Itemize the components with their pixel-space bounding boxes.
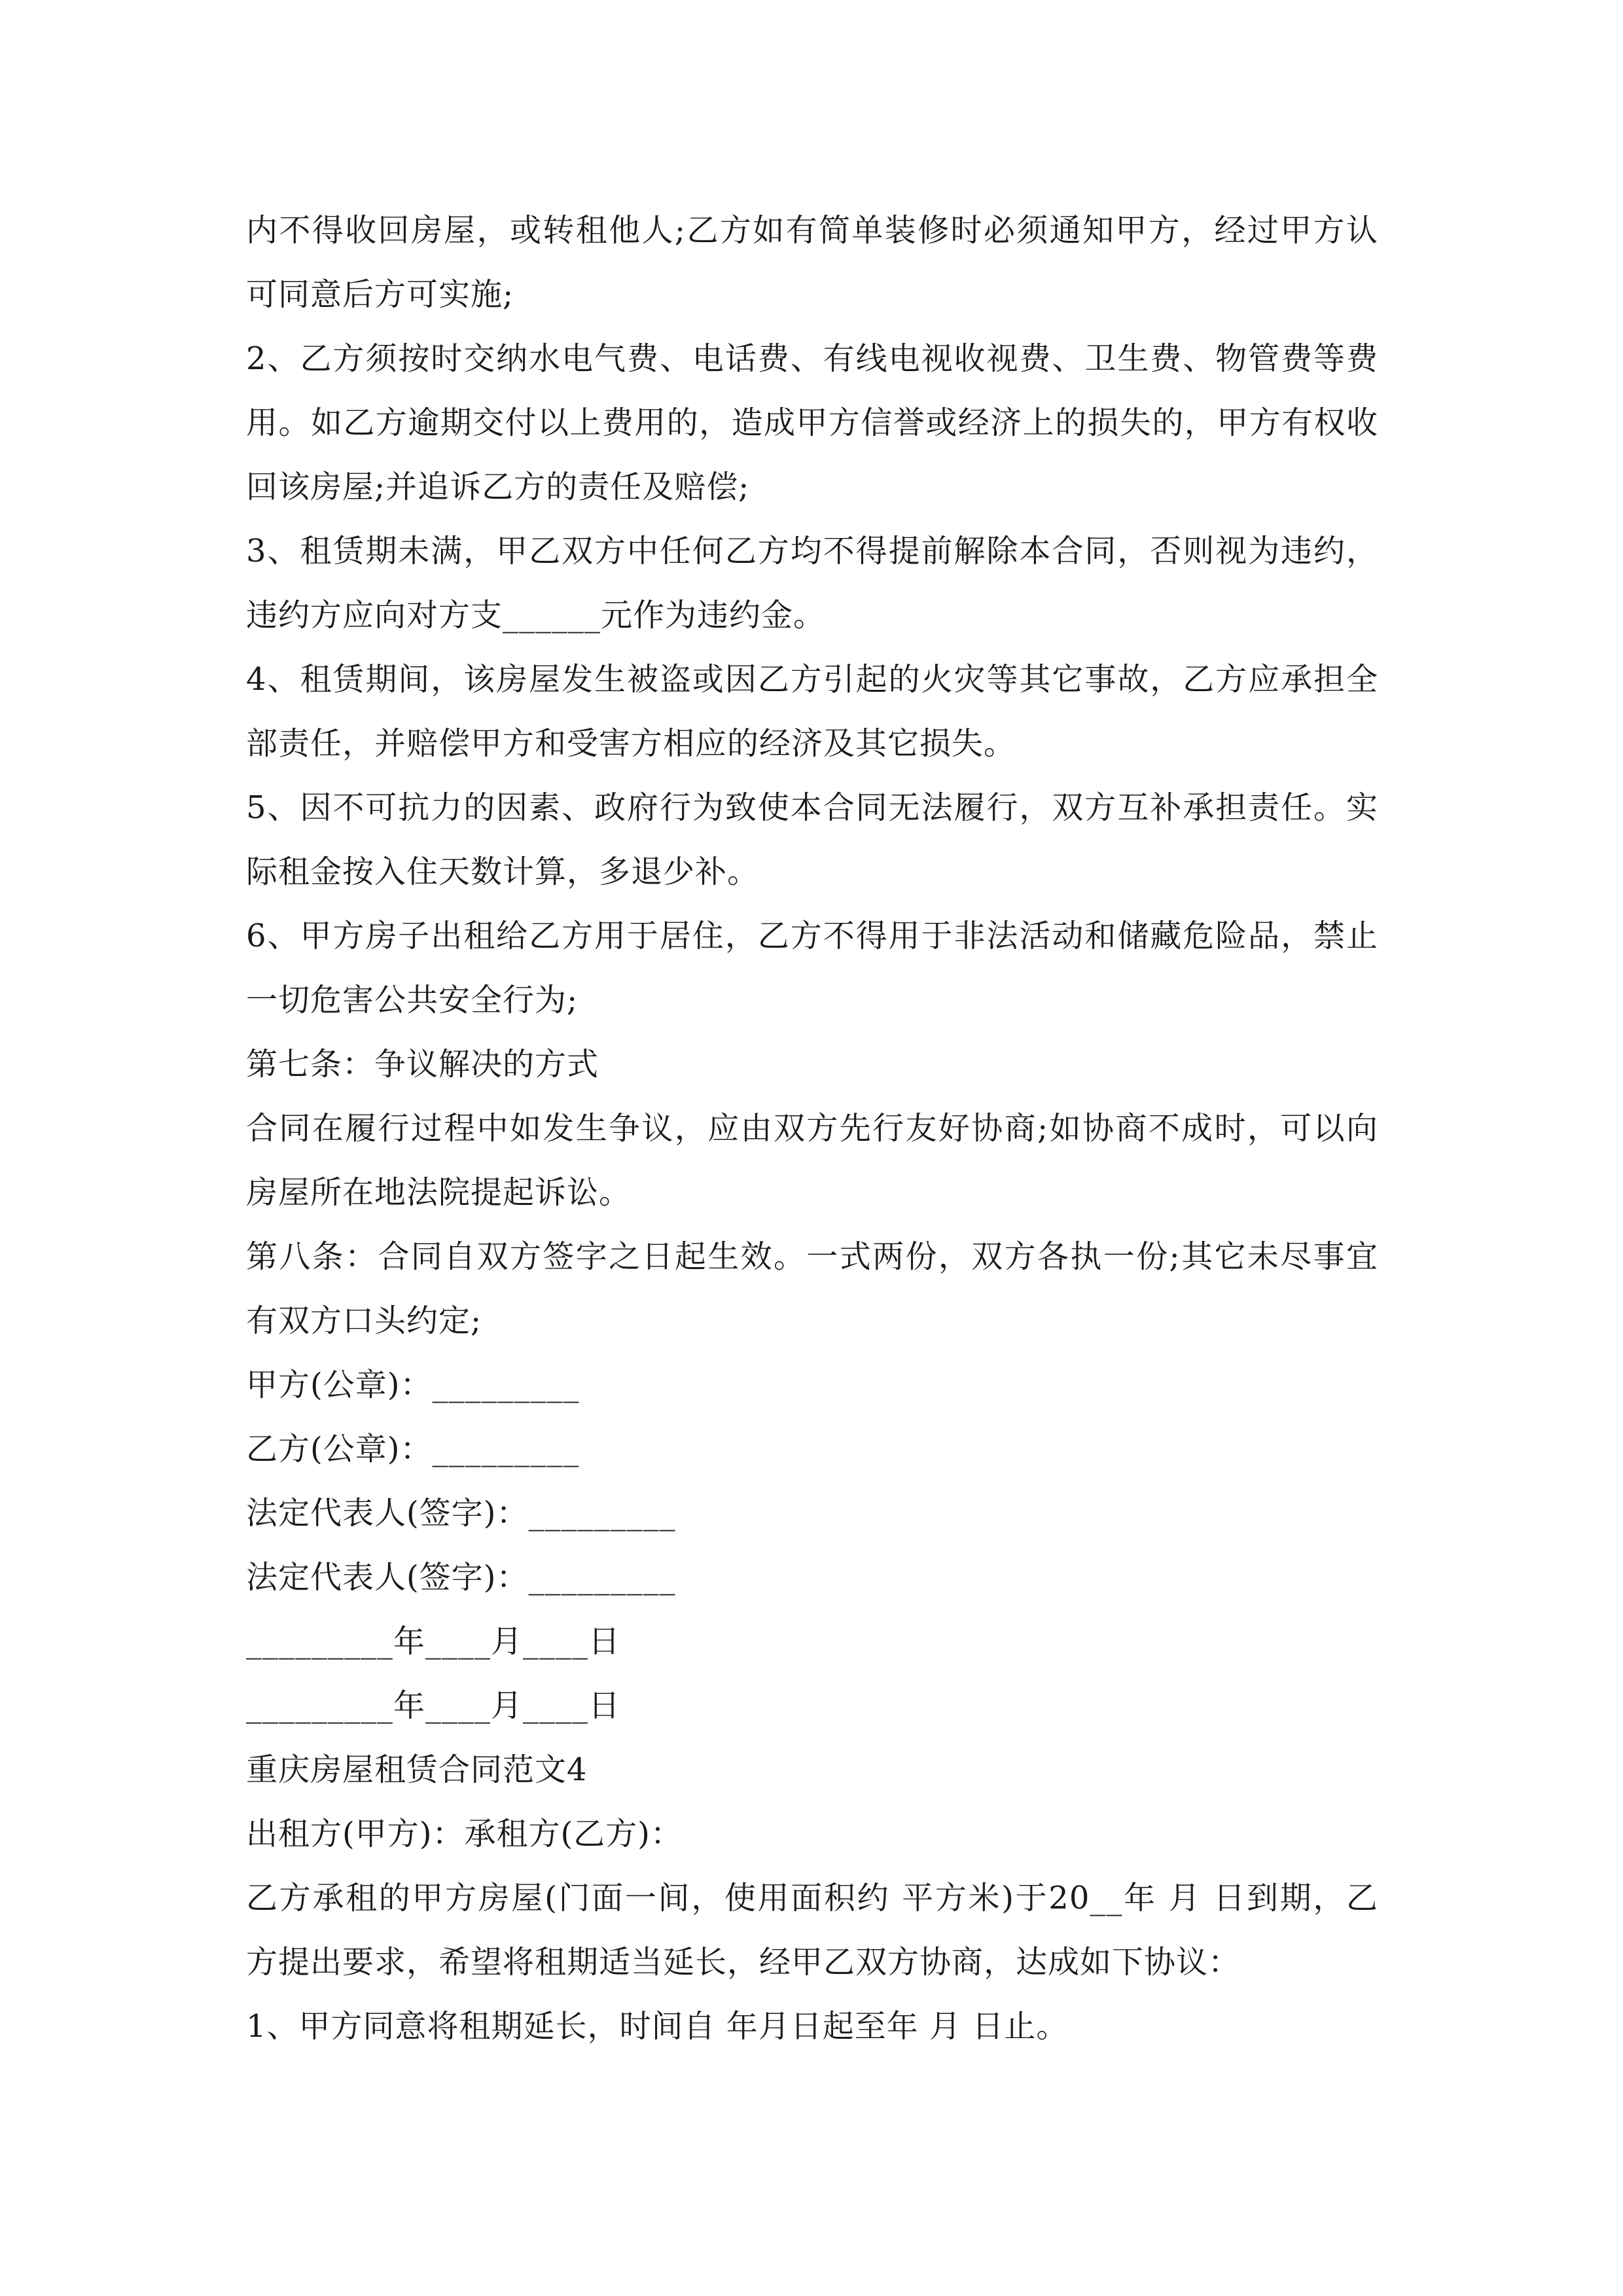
text-line: 房屋所在地法院提起诉讼。 xyxy=(246,1174,632,1211)
signature-line: 法定代表人(签字)：_________ xyxy=(246,1559,676,1596)
text-line: 1、甲方同意将租期延长，时间自 年月日起至年 月 日止。 xyxy=(246,2008,1069,2045)
text-line: 部责任，并赔偿甲方和受害方相应的经济及其它损失。 xyxy=(246,725,1016,762)
signature-line: 乙方(公章)：_________ xyxy=(246,1431,580,1467)
text-line: 3、租赁期未满，甲乙双方中任何乙方均不得提前解除本合同，否则视为违约， xyxy=(246,533,1378,569)
text-line: 5、因不可抗力的因素、政府行为致使本合同无法履行，双方互补承担责任。实 xyxy=(246,789,1378,826)
document-title: 重庆房屋租赁合同范文4 xyxy=(246,1751,588,1788)
text-line: 合同在履行过程中如发生争议，应由双方先行友好协商;如协商不成时，可以向 xyxy=(246,1110,1378,1147)
text-line: 有双方口头约定; xyxy=(246,1302,482,1339)
signature-line: 法定代表人(签字)：_________ xyxy=(246,1495,676,1532)
text-line: 内不得收回房屋，或转租他人;乙方如有简单装修时必须通知甲方，经过甲方认 xyxy=(246,212,1378,249)
text-line: 违约方应向对方支______元作为违约金。 xyxy=(246,597,826,634)
date-line: _________年____月____日 xyxy=(246,1623,621,1660)
text-line: 际租金按入住天数计算，多退少补。 xyxy=(246,853,760,890)
document-body xyxy=(246,198,1378,2058)
text-line: 2、乙方须按时交纳水电气费、电话费、有线电视收视费、卫生费、物管费等费 xyxy=(246,340,1378,377)
text-line: 可同意后方可实施; xyxy=(246,276,514,313)
signature-line: 甲方(公章)：_________ xyxy=(246,1367,580,1403)
text-line: 6、甲方房子出租给乙方用于居住，乙方不得用于非法活动和储藏危险品，禁止 xyxy=(246,918,1378,954)
section-heading: 第七条：争议解决的方式 xyxy=(246,1046,599,1083)
text-line: 回该房屋;并追诉乙方的责任及赔偿; xyxy=(246,469,750,505)
text-line: 一切危害公共安全行为; xyxy=(246,982,579,1018)
text-line: 乙方承租的甲方房屋(门面一间，使用面积约 平方米)于20__年 月 日到期，乙 xyxy=(246,1880,1378,1916)
parties-line: 出租方(甲方)：承租方(乙方)： xyxy=(246,1816,683,1852)
text-line: 第八条：合同自双方签字之日起生效。一式两份，双方各执一份;其它未尽事宜 xyxy=(246,1238,1378,1275)
text-line: 方提出要求，希望将租期适当延长，经甲乙双方协商，达成如下协议： xyxy=(246,1944,1241,1981)
text-line: 4、租赁期间，该房屋发生被盗或因乙方引起的火灾等其它事故，乙方应承担全 xyxy=(246,661,1378,698)
text-line: 用。如乙方逾期交付以上费用的，造成甲方信誉或经济上的损失的，甲方有权收 xyxy=(246,404,1378,441)
date-line: _________年____月____日 xyxy=(246,1687,621,1724)
